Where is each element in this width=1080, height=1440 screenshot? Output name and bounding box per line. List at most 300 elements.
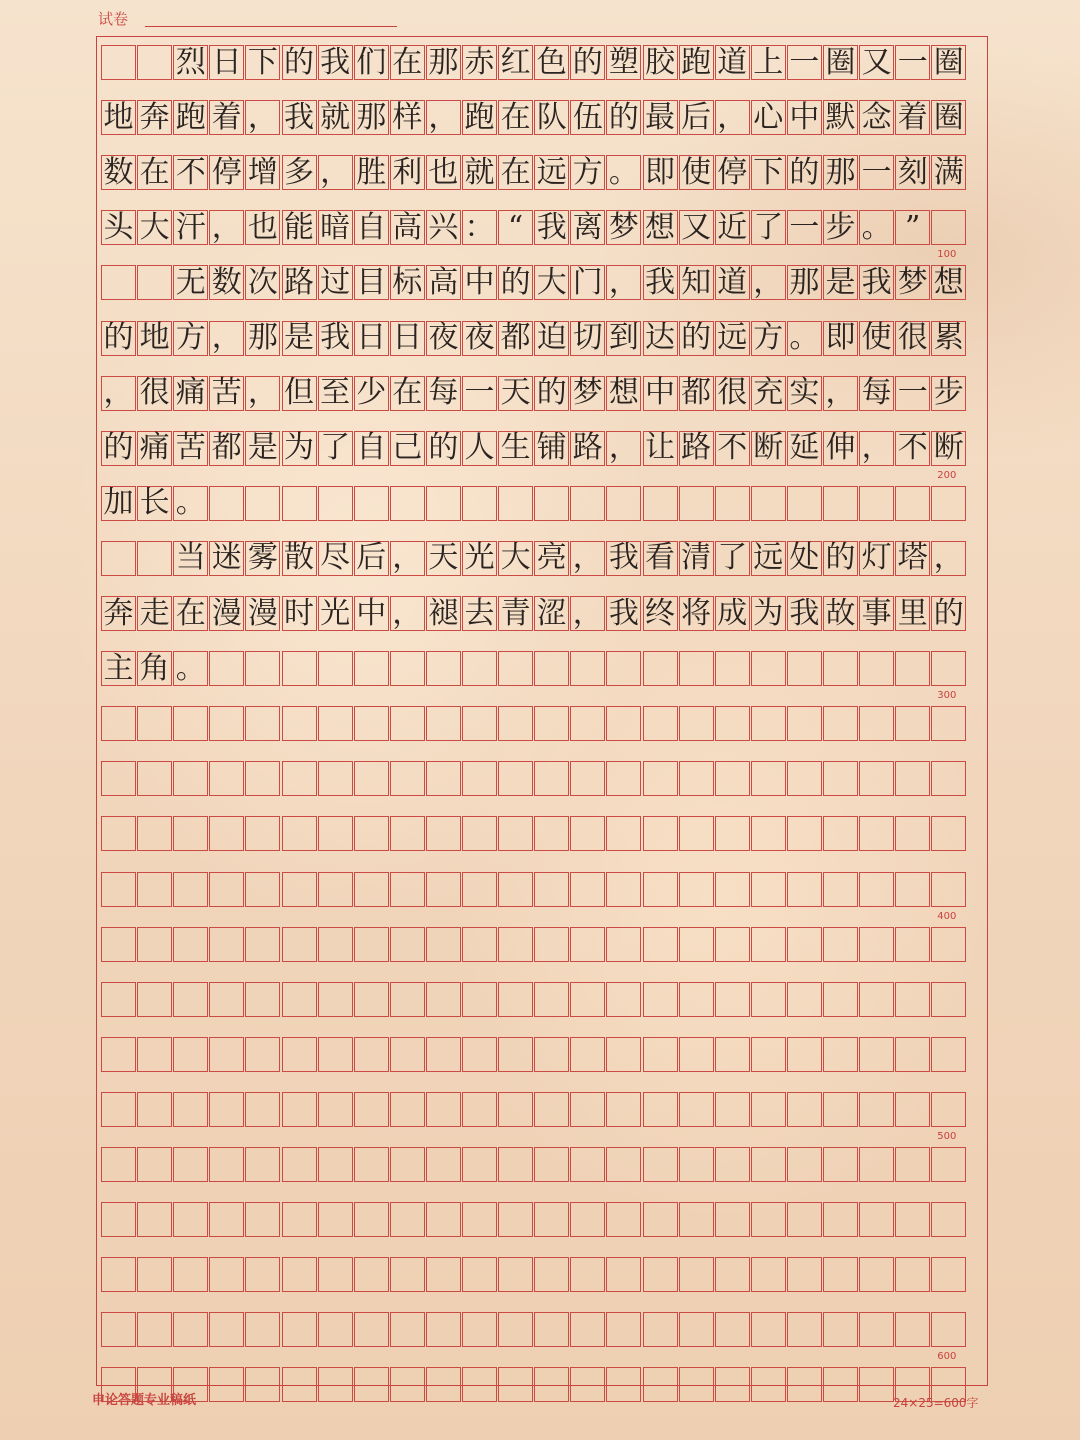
grid-cell: 加 bbox=[101, 486, 136, 521]
grid-cell bbox=[426, 706, 461, 741]
grid-cell bbox=[462, 1037, 497, 1072]
grid-cell bbox=[823, 651, 858, 686]
grid-cell bbox=[931, 486, 966, 521]
grid-cell bbox=[895, 761, 930, 796]
grid-cell bbox=[534, 761, 569, 796]
grid-cell bbox=[606, 761, 641, 796]
grid-cell bbox=[895, 1202, 930, 1237]
grid-cell: ， bbox=[245, 100, 280, 135]
grid-cell bbox=[643, 706, 678, 741]
grid-cell bbox=[895, 486, 930, 521]
grid-cell bbox=[859, 1092, 894, 1127]
grid-cell bbox=[209, 706, 244, 741]
grid-cell bbox=[787, 1257, 822, 1292]
grid-cell bbox=[570, 651, 605, 686]
grid-cell: 在 bbox=[498, 100, 533, 135]
grid-cell bbox=[209, 761, 244, 796]
grid-cell bbox=[570, 486, 605, 521]
grid-cell bbox=[823, 486, 858, 521]
grid-cell bbox=[931, 982, 966, 1017]
grid-cell: 也 bbox=[245, 210, 280, 245]
grid-cell: 灯 bbox=[859, 541, 894, 576]
grid-cell: 远 bbox=[715, 321, 750, 356]
grid-cell bbox=[390, 706, 425, 741]
grid-cell bbox=[462, 816, 497, 851]
grid-cell bbox=[751, 1312, 786, 1347]
grid-cell: 那 bbox=[823, 155, 858, 190]
grid-cell: 涩 bbox=[534, 596, 569, 631]
grid-cell bbox=[606, 872, 641, 907]
grid-cell bbox=[606, 982, 641, 1017]
grid-cell bbox=[859, 872, 894, 907]
grid-cell bbox=[282, 651, 317, 686]
grid-cell: 那 bbox=[354, 100, 389, 135]
grid-cell bbox=[245, 486, 280, 521]
grid-cell bbox=[643, 1147, 678, 1182]
grid-cell: 不 bbox=[895, 431, 930, 466]
grid-cell: 上 bbox=[751, 45, 786, 80]
grid-cell bbox=[606, 816, 641, 851]
grid-cell: 去 bbox=[462, 596, 497, 631]
grid-cell: 方 bbox=[173, 321, 208, 356]
grid-cell: 伍 bbox=[570, 100, 605, 135]
grid-cell: ， bbox=[390, 596, 425, 631]
grid-cell: 离 bbox=[570, 210, 605, 245]
grid-cell: 步 bbox=[823, 210, 858, 245]
grid-cell bbox=[859, 982, 894, 1017]
grid-cell: 满 bbox=[931, 155, 966, 190]
grid-cell bbox=[859, 1037, 894, 1072]
grid-cell bbox=[282, 927, 317, 962]
grid-cell: 己 bbox=[390, 431, 425, 466]
grid-cell bbox=[643, 1257, 678, 1292]
grid-cell bbox=[318, 927, 353, 962]
grid-cell: 停 bbox=[209, 155, 244, 190]
grid-cell bbox=[318, 816, 353, 851]
grid-cell: 多 bbox=[282, 155, 317, 190]
grid-cell: 漫 bbox=[245, 596, 280, 631]
grid-cell bbox=[137, 1312, 172, 1347]
grid-cell: 不 bbox=[173, 155, 208, 190]
grid-cell bbox=[895, 816, 930, 851]
grid-cell bbox=[426, 651, 461, 686]
grid-cell bbox=[498, 1092, 533, 1127]
grid-cell bbox=[498, 651, 533, 686]
grid-cell bbox=[787, 1312, 822, 1347]
grid-cell bbox=[715, 1037, 750, 1072]
grid-cell bbox=[534, 1037, 569, 1072]
grid-cell bbox=[354, 706, 389, 741]
grid-cell bbox=[462, 706, 497, 741]
paper-type-label: 申论答题专业稿纸 bbox=[92, 1393, 197, 1408]
grid-cell bbox=[931, 1202, 966, 1237]
grid-cell bbox=[787, 927, 822, 962]
grid-cell bbox=[823, 1037, 858, 1072]
grid-cell bbox=[895, 1037, 930, 1072]
grid-cell bbox=[245, 872, 280, 907]
grid-cell bbox=[173, 706, 208, 741]
char-count-marker: 400 bbox=[937, 910, 957, 922]
grid-cell bbox=[679, 816, 714, 851]
grid-cell bbox=[354, 872, 389, 907]
grid-cell bbox=[787, 1147, 822, 1182]
grid-cell bbox=[318, 1312, 353, 1347]
grid-cell: 高 bbox=[390, 210, 425, 245]
grid-cell: 了 bbox=[318, 431, 353, 466]
grid-cell: ” bbox=[895, 210, 930, 245]
grid-cell: 。 bbox=[787, 321, 822, 356]
grid-cell bbox=[534, 927, 569, 962]
grid-cell bbox=[318, 872, 353, 907]
grid-cell bbox=[751, 816, 786, 851]
grid-cell bbox=[787, 706, 822, 741]
grid-cell: 光 bbox=[462, 541, 497, 576]
grid-cell bbox=[245, 1312, 280, 1347]
grid-cell bbox=[354, 651, 389, 686]
grid-cell bbox=[570, 982, 605, 1017]
grid-cell bbox=[823, 761, 858, 796]
grid-cell: 那 bbox=[426, 45, 461, 80]
grid-cell: 头 bbox=[101, 210, 136, 245]
grid-cell bbox=[137, 982, 172, 1017]
grid-cell: 累 bbox=[931, 321, 966, 356]
grid-cell bbox=[426, 1092, 461, 1127]
grid-cell: 日 bbox=[390, 321, 425, 356]
grid-cell: 我 bbox=[318, 321, 353, 356]
grid-cell: 汗 bbox=[173, 210, 208, 245]
grid-cell: 很 bbox=[137, 376, 172, 411]
grid-cell: 着 bbox=[895, 100, 930, 135]
grid-cell: 痛 bbox=[173, 376, 208, 411]
grid-cell bbox=[751, 1037, 786, 1072]
grid-cell: 铺 bbox=[534, 431, 569, 466]
grid-cell bbox=[390, 816, 425, 851]
grid-cell: 很 bbox=[895, 321, 930, 356]
grid-cell bbox=[498, 872, 533, 907]
grid-cell bbox=[895, 872, 930, 907]
grid-cell: 那 bbox=[787, 265, 822, 300]
grid-cell bbox=[101, 1037, 136, 1072]
grid-cell bbox=[931, 816, 966, 851]
grid-cell: 实 bbox=[787, 376, 822, 411]
grid-cell bbox=[679, 982, 714, 1017]
grid-cell: 我 bbox=[318, 45, 353, 80]
grid-cell: 数 bbox=[101, 155, 136, 190]
grid-cell bbox=[173, 1092, 208, 1127]
grid-cell bbox=[209, 1092, 244, 1127]
grid-cell: 使 bbox=[679, 155, 714, 190]
grid-cell: 一 bbox=[462, 376, 497, 411]
grid-cell: ， bbox=[426, 100, 461, 135]
grid-cell bbox=[534, 816, 569, 851]
grid-cell bbox=[570, 1202, 605, 1237]
grid-cell: 步 bbox=[931, 376, 966, 411]
grid-cell bbox=[570, 1367, 605, 1402]
grid-cell: 路 bbox=[282, 265, 317, 300]
grid-cell: 跑 bbox=[173, 100, 208, 135]
grid-cell bbox=[318, 1257, 353, 1292]
grid-cell bbox=[570, 872, 605, 907]
grid-cell: 不 bbox=[715, 431, 750, 466]
grid-cell bbox=[426, 486, 461, 521]
grid-cell: 很 bbox=[715, 376, 750, 411]
grid-cell bbox=[643, 1202, 678, 1237]
grid-cell: 跑 bbox=[679, 45, 714, 80]
grid-cell bbox=[859, 1312, 894, 1347]
grid-cell bbox=[426, 1367, 461, 1402]
grid-cell: 想 bbox=[606, 376, 641, 411]
grid-cell bbox=[643, 927, 678, 962]
grid-cell bbox=[173, 1257, 208, 1292]
grid-cell bbox=[390, 1147, 425, 1182]
grid-cell bbox=[823, 982, 858, 1017]
grid-cell: 的 bbox=[606, 100, 641, 135]
grid-cell: 一 bbox=[787, 210, 822, 245]
grid-cell: ， bbox=[606, 265, 641, 300]
grid-cell bbox=[173, 1147, 208, 1182]
grid-cell: 角 bbox=[137, 651, 172, 686]
grid-cell bbox=[209, 1202, 244, 1237]
grid-cell: 在 bbox=[498, 155, 533, 190]
grid-cell bbox=[895, 1257, 930, 1292]
grid-cell bbox=[931, 872, 966, 907]
grid-cell bbox=[354, 761, 389, 796]
grid-cell bbox=[318, 486, 353, 521]
grid-cell bbox=[282, 982, 317, 1017]
grid-cell bbox=[462, 1312, 497, 1347]
grid-cell: 一 bbox=[859, 155, 894, 190]
grid-cell: 。 bbox=[859, 210, 894, 245]
grid-cell bbox=[751, 982, 786, 1017]
grid-cell: 门 bbox=[570, 265, 605, 300]
grid-cell bbox=[859, 816, 894, 851]
grid-cell: 延 bbox=[787, 431, 822, 466]
grid-cell bbox=[715, 816, 750, 851]
grid-cell bbox=[715, 872, 750, 907]
grid-cell: 我 bbox=[606, 596, 641, 631]
grid-cell bbox=[245, 1037, 280, 1072]
grid-cell bbox=[390, 1367, 425, 1402]
grid-cell: 远 bbox=[751, 541, 786, 576]
grid-cell bbox=[318, 1202, 353, 1237]
grid-cell bbox=[101, 265, 136, 300]
grid-cell bbox=[498, 982, 533, 1017]
grid-cell: 故 bbox=[823, 596, 858, 631]
grid-cell: 色 bbox=[534, 45, 569, 80]
grid-cell: 终 bbox=[643, 596, 678, 631]
grid-cell bbox=[679, 706, 714, 741]
grid-cell: 苦 bbox=[209, 376, 244, 411]
grid-cell bbox=[751, 486, 786, 521]
grid-cell bbox=[715, 486, 750, 521]
grid-cell bbox=[715, 1202, 750, 1237]
grid-cell: 夜 bbox=[426, 321, 461, 356]
grid-cell bbox=[426, 1202, 461, 1237]
grid-cell bbox=[498, 1312, 533, 1347]
grid-cell: 队 bbox=[534, 100, 569, 135]
grid-cell bbox=[354, 1367, 389, 1402]
grid-cell: 都 bbox=[679, 376, 714, 411]
grid-cell bbox=[101, 1147, 136, 1182]
grid-cell: 成 bbox=[715, 596, 750, 631]
grid-cell: 路 bbox=[570, 431, 605, 466]
grid-cell bbox=[859, 486, 894, 521]
grid-cell bbox=[498, 1202, 533, 1237]
grid-cell bbox=[209, 927, 244, 962]
grid-cell bbox=[173, 1312, 208, 1347]
grid-cell bbox=[173, 761, 208, 796]
grid-cell: 我 bbox=[643, 265, 678, 300]
grid-cell bbox=[570, 706, 605, 741]
grid-cell bbox=[679, 486, 714, 521]
grid-cell bbox=[209, 816, 244, 851]
grid-cell bbox=[715, 1257, 750, 1292]
grid-cell bbox=[895, 1147, 930, 1182]
grid-cell bbox=[643, 486, 678, 521]
grid-cell bbox=[137, 541, 172, 576]
grid-cell bbox=[282, 486, 317, 521]
grid-cell bbox=[859, 927, 894, 962]
grid-cell: 后 bbox=[679, 100, 714, 135]
grid-cell bbox=[931, 1312, 966, 1347]
grid-cell bbox=[643, 1367, 678, 1402]
grid-cell: 清 bbox=[679, 541, 714, 576]
grid-cell bbox=[606, 1037, 641, 1072]
grid-cell: 断 bbox=[931, 431, 966, 466]
grid-cell bbox=[787, 486, 822, 521]
grid-cell: 大 bbox=[498, 541, 533, 576]
grid-cell bbox=[534, 1202, 569, 1237]
grid-cell: 我 bbox=[282, 100, 317, 135]
grid-cell bbox=[282, 1037, 317, 1072]
grid-cell bbox=[679, 651, 714, 686]
grid-cell: 远 bbox=[534, 155, 569, 190]
grid-cell bbox=[282, 1312, 317, 1347]
grid-cell: ， bbox=[859, 431, 894, 466]
grid-cell: 路 bbox=[679, 431, 714, 466]
grid-cell: 中 bbox=[462, 265, 497, 300]
grid-cell: 增 bbox=[245, 155, 280, 190]
grid-cell: 我 bbox=[606, 541, 641, 576]
grid-cell bbox=[354, 927, 389, 962]
grid-cell bbox=[679, 1147, 714, 1182]
grid-cell: 为 bbox=[282, 431, 317, 466]
grid-cell bbox=[245, 1367, 280, 1402]
grid-cell: 胜 bbox=[354, 155, 389, 190]
grid-cell bbox=[534, 706, 569, 741]
grid-cell bbox=[209, 651, 244, 686]
grid-cell bbox=[715, 706, 750, 741]
grid-cell bbox=[606, 1202, 641, 1237]
grid-cell: 漫 bbox=[209, 596, 244, 631]
grid-cell: 下 bbox=[245, 45, 280, 80]
grid-cell bbox=[606, 1092, 641, 1127]
grid-cell bbox=[462, 1257, 497, 1292]
grid-cell: 的 bbox=[931, 596, 966, 631]
grid-cell: 让 bbox=[643, 431, 678, 466]
grid-cell bbox=[498, 1147, 533, 1182]
grid-cell bbox=[498, 761, 533, 796]
grid-cell bbox=[173, 816, 208, 851]
grid-cell: 到 bbox=[606, 321, 641, 356]
grid-cell bbox=[282, 1367, 317, 1402]
grid-cell bbox=[751, 706, 786, 741]
grid-cell bbox=[101, 1257, 136, 1292]
grid-cell: 一 bbox=[895, 45, 930, 80]
grid-cell bbox=[751, 927, 786, 962]
grid-cell bbox=[390, 1037, 425, 1072]
grid-cell bbox=[462, 1092, 497, 1127]
grid-cell: 一 bbox=[787, 45, 822, 80]
grid-cell: 默 bbox=[823, 100, 858, 135]
grid-cell: 烈 bbox=[173, 45, 208, 80]
grid-cell bbox=[173, 1037, 208, 1072]
grid-cell bbox=[101, 1312, 136, 1347]
grid-cell bbox=[101, 872, 136, 907]
grid-cell: ， bbox=[209, 321, 244, 356]
grid-cell: 都 bbox=[498, 321, 533, 356]
grid-cell bbox=[390, 982, 425, 1017]
grid-cell bbox=[570, 1037, 605, 1072]
grid-cell bbox=[570, 816, 605, 851]
grid-cell bbox=[137, 45, 172, 80]
grid-cell: 也 bbox=[426, 155, 461, 190]
grid-cell: 最 bbox=[643, 100, 678, 135]
grid-cell bbox=[282, 706, 317, 741]
grid-cell bbox=[606, 927, 641, 962]
grid-cell bbox=[390, 1312, 425, 1347]
grid-cell bbox=[101, 816, 136, 851]
grid-cell bbox=[462, 486, 497, 521]
grid-cell bbox=[643, 761, 678, 796]
grid-cell bbox=[390, 927, 425, 962]
grid-cell: 目 bbox=[354, 265, 389, 300]
grid-cell bbox=[209, 872, 244, 907]
grid-cell bbox=[245, 1202, 280, 1237]
grid-cell bbox=[534, 486, 569, 521]
grid-cell: 伸 bbox=[823, 431, 858, 466]
grid-cell bbox=[390, 872, 425, 907]
grid-cell bbox=[643, 1037, 678, 1072]
grid-cell: 迷 bbox=[209, 541, 244, 576]
grid-cell bbox=[606, 486, 641, 521]
grid-cell: 。 bbox=[606, 155, 641, 190]
grid-cell bbox=[137, 706, 172, 741]
grid-cell bbox=[282, 1147, 317, 1182]
grid-cell: 苦 bbox=[173, 431, 208, 466]
grid-cell: 圈 bbox=[931, 45, 966, 80]
grid-cell bbox=[895, 1312, 930, 1347]
grid-cell bbox=[390, 651, 425, 686]
grid-cell bbox=[245, 1092, 280, 1127]
grid-cell bbox=[534, 1257, 569, 1292]
grid-cell: 日 bbox=[209, 45, 244, 80]
grid-cell bbox=[318, 1147, 353, 1182]
char-count-marker: 600 bbox=[937, 1351, 957, 1363]
grid-cell bbox=[787, 1202, 822, 1237]
grid-cell bbox=[931, 1147, 966, 1182]
grid-cell: ， bbox=[823, 376, 858, 411]
grid-cell bbox=[137, 1147, 172, 1182]
grid-cell: 天 bbox=[498, 376, 533, 411]
grid-cell bbox=[534, 651, 569, 686]
grid-cell bbox=[823, 1257, 858, 1292]
grid-cell: 下 bbox=[751, 155, 786, 190]
grid-cell bbox=[462, 872, 497, 907]
grid-cell: 是 bbox=[823, 265, 858, 300]
grid-cell bbox=[318, 1092, 353, 1127]
grid-cell bbox=[751, 761, 786, 796]
